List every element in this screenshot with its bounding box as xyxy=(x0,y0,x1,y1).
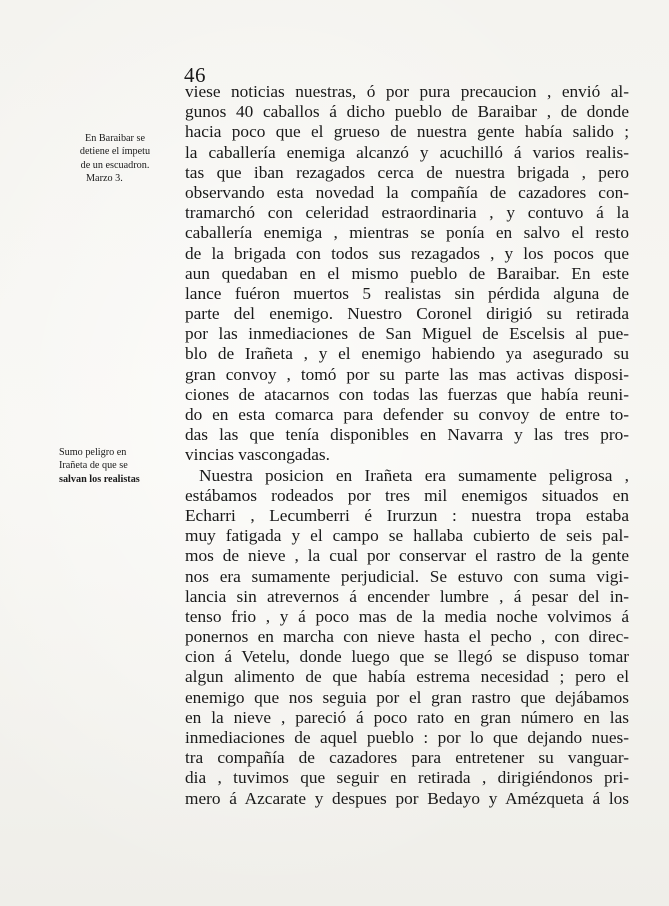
body-line: Echarri , Lecumberri é Irurzun : nuestra tropa estaba xyxy=(185,505,629,525)
margin-note-date: Marzo 3. xyxy=(86,173,123,185)
body-line: aun quedaban en el mismo pueblo de Baraibar. En este xyxy=(185,263,629,283)
body-line: tas que iban rezagados cerca de nuestra brigada , pero xyxy=(185,162,629,182)
margin-note-line: salvan los realistas xyxy=(59,473,140,485)
body-line: ponernos en marcha con nieve hasta el pecho , con direc- xyxy=(185,627,629,647)
body-line: ciones de atacarnos con todas las fuerzas que había reuni- xyxy=(185,384,629,404)
body-line: cion á Vetelu, donde luego que se llegó se dispuso tomar xyxy=(185,647,629,667)
paragraph-start: Nuestra posicion en Irañeta era sumamente peligrosa , xyxy=(199,465,629,485)
body-line: por las inmediaciones de San Miguel de Escelsis al pue- xyxy=(185,324,629,344)
body-text xyxy=(185,82,629,809)
body-line: mos de nieve , la cual por conservar el rastro de la gente xyxy=(185,546,629,566)
body-line: de la brigada con todos sus rezagados , y los pocos que xyxy=(185,243,629,263)
margin-note-iraneta xyxy=(56,446,174,486)
margin-note-line: Irañeta de que se xyxy=(59,460,128,472)
body-line: lance fuéron muertos 5 realistas sin pérdida alguna de xyxy=(185,283,629,303)
body-line: muy fatigada y el campo se hallaba cubierto de seis pal- xyxy=(185,526,629,546)
body-line: blo de Irañeta , y el enemigo habiendo ya asegurado su xyxy=(185,344,629,364)
body-line: caballería enemiga , mientras se ponía en salvo el resto xyxy=(185,223,629,243)
body-line: parte del enemigo. Nuestro Coronel dirigió su retirada xyxy=(185,304,629,324)
body-line: la caballería enemiga alcanzó y acuchilló á varios realis- xyxy=(185,142,629,162)
body-line: gunos 40 caballos á dicho pueblo de Baraibar , de donde xyxy=(185,102,629,122)
margin-note-line: detiene el ímpetu xyxy=(79,146,151,158)
page-number: 46 xyxy=(184,63,206,87)
body-line: estábamos rodeados por tres mil enemigos situados en xyxy=(185,485,629,505)
body-line: tra compañía de cazadores para entretener su vanguar- xyxy=(185,748,629,768)
body-line: viese noticias nuestras, ó por pura precaucion , envió al- xyxy=(185,82,629,101)
body-line: nos era sumamente perjudicial. Se estuvo con suma vigi- xyxy=(185,566,629,586)
body-line: tramarchó con celeridad estraordinaria , y contuvo á la xyxy=(185,203,629,223)
margin-note-line: En Baraibar se xyxy=(85,133,145,144)
body-line: dia , tuvimos que seguir en retirada , dirigiéndonos pri- xyxy=(185,768,629,788)
body-line: gran convoy , tomó por su parte las mas activas disposi- xyxy=(185,364,629,384)
body-line: das las que tenía disponibles en Navarra y las tres pro- xyxy=(185,425,629,445)
margin-note-line: de un escuadron. xyxy=(80,159,150,171)
body-line: do en esta comarca para defender su convoy de entre to- xyxy=(185,405,629,424)
body-line: mero á Azcarate y despues por Bedayo y Amézqueta á los xyxy=(185,788,629,808)
body-line: tenso frio , y á poco mas de la media noche volvimos á xyxy=(185,606,629,626)
body-line: algun alimento de que había estrema necesidad ; pero el xyxy=(185,667,629,687)
bleed-through-text xyxy=(70,283,73,295)
margin-note-line: Sumo peligro en xyxy=(59,447,127,458)
body-line: inmediaciones de aquel pueblo : por lo que dejando nues- xyxy=(185,728,629,747)
body-line: hacia poco que el grueso de nuestra gente había salido ; xyxy=(185,122,629,142)
body-line: enemigo que nos seguia por el gran rastro que dejábamos xyxy=(185,687,629,707)
body-line: vincias vascongadas. xyxy=(185,445,330,465)
body-line: en la nieve , pareció á poco rato en gran número en las xyxy=(185,707,629,727)
margin-note-baraibar xyxy=(56,132,174,186)
body-line: observando esta novedad la compañía de cazadores con- xyxy=(185,182,629,202)
body-line: lancia sin atrevernos á encender lumbre , á pesar del in- xyxy=(185,586,629,606)
